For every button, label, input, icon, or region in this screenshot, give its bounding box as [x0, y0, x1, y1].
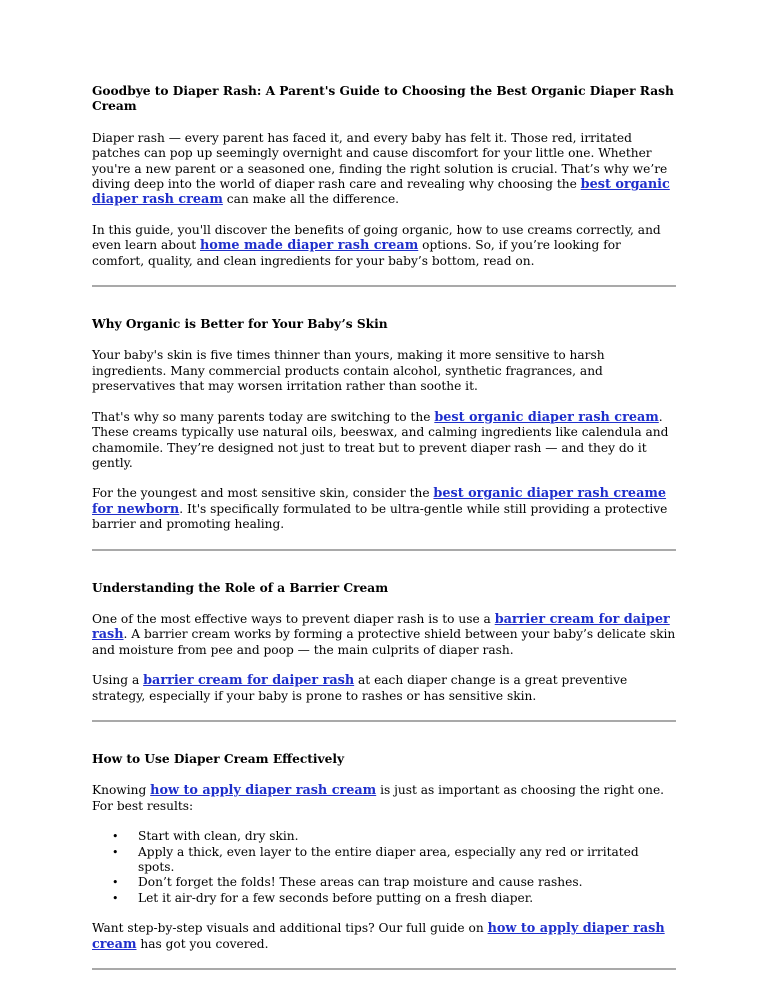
section-heading-organic: Why Organic is Better for Your Baby’s Skin [92, 317, 388, 332]
text: In this guide, you'll discover the benefits of going organic, how to use creams correctly, and even learn about [92, 222, 661, 253]
link-best-organic-cream[interactable]: best organic diaper rash cream [92, 177, 670, 208]
section1-paragraph-1: Your baby's skin is five times thinner than yours, making it more sensitive to harsh ingredients. Many commercial products contain alcohol, synthetic fragrances, and preservatives that may worsen irritation rather than soothe it. [92, 348, 605, 394]
section-divider [92, 285, 676, 287]
text: can make all the difference. [222, 192, 400, 207]
section1-paragraph-3 [92, 486, 676, 532]
article-title: Goodbye to Diaper Rash: A Parent's Guide to Choosing the Best Organic Diaper Rash Cream [92, 84, 674, 114]
section-heading-barrier: Understanding the Role of a Barrier Cream [92, 580, 389, 595]
text: is just as important as choosing the right one. For best results: [92, 783, 665, 813]
text: That's why so many parents today are switching to the [92, 409, 435, 424]
document-page [92, 84, 676, 1000]
text: One of the most effective ways to prevent diaper rash is to use a [92, 611, 495, 626]
list-item: • Don’t forget the folds! These areas can trap moisture and cause rashes. [138, 875, 676, 890]
text: Knowing [92, 783, 151, 798]
link-how-to-apply[interactable]: how to apply diaper rash cream [92, 921, 665, 952]
section-divider [92, 968, 676, 970]
link-barrier-cream[interactable]: barrier cream for daiper rash [92, 611, 670, 643]
text: has got you covered. [136, 936, 269, 951]
text: Diaper rash — every parent has faced it, and every baby has felt it. Those red, irritated patches can pop up seemingly overnight and cause discomfort for your little one. Whether you're a new parent or a seasoned one, finding the right solution is crucial. That’s why we’re diving deep into the world of diaper rash care and revealing why choosing the [92, 130, 668, 192]
list-item: • Apply a thick, even layer to the entire diaper area, especially any red or irritated spots. [138, 845, 676, 876]
section1-paragraph-2 [92, 410, 676, 472]
text: . It's specifically formulated to be ultra-gentle while still providing a protective barrier and promoting healing. [92, 501, 668, 532]
link-home-made-cream[interactable]: home made diaper rash cream [200, 238, 419, 254]
intro-paragraph-1 [92, 131, 676, 208]
link-best-organic-cream[interactable]: best organic diaper rash cream [434, 409, 659, 425]
text: at each diaper change is a great preventive strategy, especially if your baby is prone to rashes or has sensitive skin. [92, 673, 628, 703]
text: . A barrier cream works by forming a protective shield between your baby’s delicate skin and moisture from pee and poop — the main culprits of diaper rash. [92, 627, 676, 657]
intro-paragraph-2 [92, 223, 676, 269]
list-item: • Let it air-dry for a few seconds before putting on a fresh diaper. [138, 891, 676, 906]
section-divider [92, 549, 676, 551]
section3-paragraph-1 [92, 783, 676, 814]
link-newborn-cream[interactable]: best organic diaper rash creame for newborn [92, 486, 667, 517]
text: . These creams typically use natural oils, beeswax, and calming ingredients like calendula and chamomile. They’re designed not just to treat but to prevent diaper rash — and they do it gently. [92, 409, 669, 470]
section-heading-how-to: How to Use Diaper Cream Effectively [92, 751, 345, 766]
text: Using a [92, 673, 144, 688]
text: For the youngest and most sensitive skin, consider the [92, 486, 434, 501]
section-divider [92, 720, 676, 722]
list-item: • Start with clean, dry skin. [138, 829, 676, 844]
link-barrier-cream[interactable]: barrier cream for daiper rash [143, 673, 355, 689]
tips-list [92, 829, 676, 906]
section2-paragraph-2 [92, 673, 676, 704]
text: options. So, if you’re looking for comfort, quality, and clean ingredients for your baby’s bottom, read on. [92, 238, 621, 268]
section3-paragraph-2 [92, 921, 676, 952]
link-how-to-apply[interactable]: how to apply diaper rash cream [150, 783, 377, 799]
text: Want step-by-step visuals and additional tips? Our full guide on [92, 921, 488, 936]
section2-paragraph-1 [92, 612, 676, 658]
